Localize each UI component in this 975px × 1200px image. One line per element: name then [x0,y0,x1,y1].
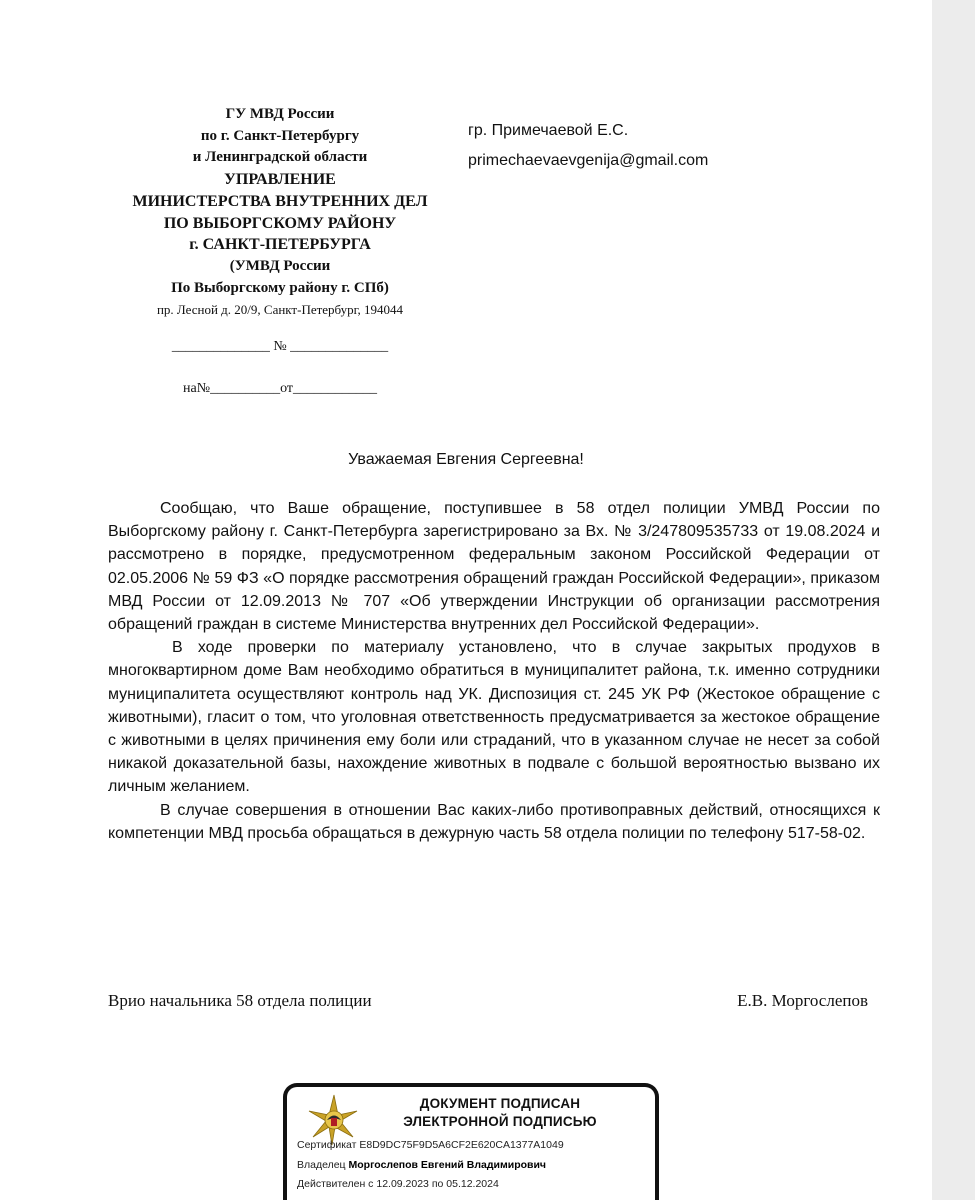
letterhead-line: и Ленинградской области [192,149,368,166]
letterhead-line: ПО ВЫБОРГСКОМУ РАЙОНУ [163,214,397,232]
letterhead-line: МИНИСТЕРСТВА ВНУТРЕННИХ ДЕЛ [132,192,428,210]
letterhead-line: (УМВД России [229,257,331,274]
stamp-title-line1: ДОКУМЕНТ ПОДПИСАН [419,1096,581,1111]
letterhead-address: пр. Лесной д. 20/9, Санкт-Петербург, 194044 [156,302,404,318]
signatory-position: Врио начальника 58 отдела полиции [108,991,372,1010]
stamp-title-line2: ЭЛЕКТРОННОЙ ПОДПИСЬЮ [403,1114,597,1129]
letterhead-line: ГУ МВД России [225,106,335,122]
reference-line: на№__________от____________ [183,381,377,396]
letterhead-line: г. САНКТ-ПЕТЕРБУРГА [189,236,371,254]
letterhead [110,104,450,321]
letterhead-line: По Выборгскому району г. СПб) [171,279,389,296]
letter-body [108,497,880,845]
greeting: Уважаемая Евгения Сергеевна! [348,451,584,468]
stamp-certificate-label: Сертификат [297,1139,357,1151]
page-margin-strip [932,0,975,1200]
stamp-owner-label: Владелец [297,1159,346,1171]
stamp-certificate [297,1139,564,1151]
letterhead-line: УПРАВЛЕНИЕ [224,171,336,189]
signatory-name: Е.В. Моргослепов [737,991,868,1010]
letterhead-line: по г. Санкт-Петербургу [200,127,360,144]
stamp-owner-value: Моргослепов Евгений Владимирович [348,1159,547,1171]
registration-number-line: ______________ № ______________ [171,339,389,354]
electronic-signature-stamp [283,1083,659,1200]
stamp-validity: Действителен с 12.09.2023 по 05.12.2024 [297,1178,499,1190]
stamp-owner [297,1159,546,1171]
recipient-block [468,116,708,176]
body-paragraph: В ходе проверки по материалу установлено, что в случае закрытых продухов в многоквартирном доме Вам необходимо обратиться в муниципалитет района, т.к. именно сотрудники муниципалитета осуществляют контроль над УК. Диспозиция ст. 245 УК РФ (Жестокое обращение с животными), гласит о том, что уголовная ответственность предусматривается за жестокое обращение с животными в целях причинения ему боли или страданий, что в указанном случае не несет за собой никакой доказательной базы, нахождение животных в подвале с большой вероятностью вызвано их личным желанием. [108,639,880,796]
recipient-email: primechaevaevgenija@gmail.com [468,152,709,169]
stamp-certificate-value: E8D9DC75F9D5A6CF2E620CA1377A1049 [359,1139,564,1151]
recipient-name: гр. Примечаевой Е.С. [468,122,629,139]
body-paragraph: В случае совершения в отношении Вас каких-либо противоправных действий, относящихся к компетенции МВД просьба обращаться в дежурную часть 58 отдела полиции по телефону 517-58-02. [108,801,880,842]
body-paragraph: Сообщаю, что Ваше обращение, поступившее в 58 отдел полиции УМВД России по Выборгскому району г. Санкт-Петербурга зарегистрировано за Вх. № 3/247809535733 от 19.08.2024 и рассмотрено в порядке, предусмотренном федеральным законом Российской Федерации от 02.05.2006 № 59 ФЗ «О порядке рассмотрения обращений граждан Российской Федерации», приказом МВД России от 12.09.2013 № 707 «Об утверждении Инструкции об организации рассмотрения обращений граждан в системе Министерства внутренних дел Российской Федерации». [108,500,880,634]
